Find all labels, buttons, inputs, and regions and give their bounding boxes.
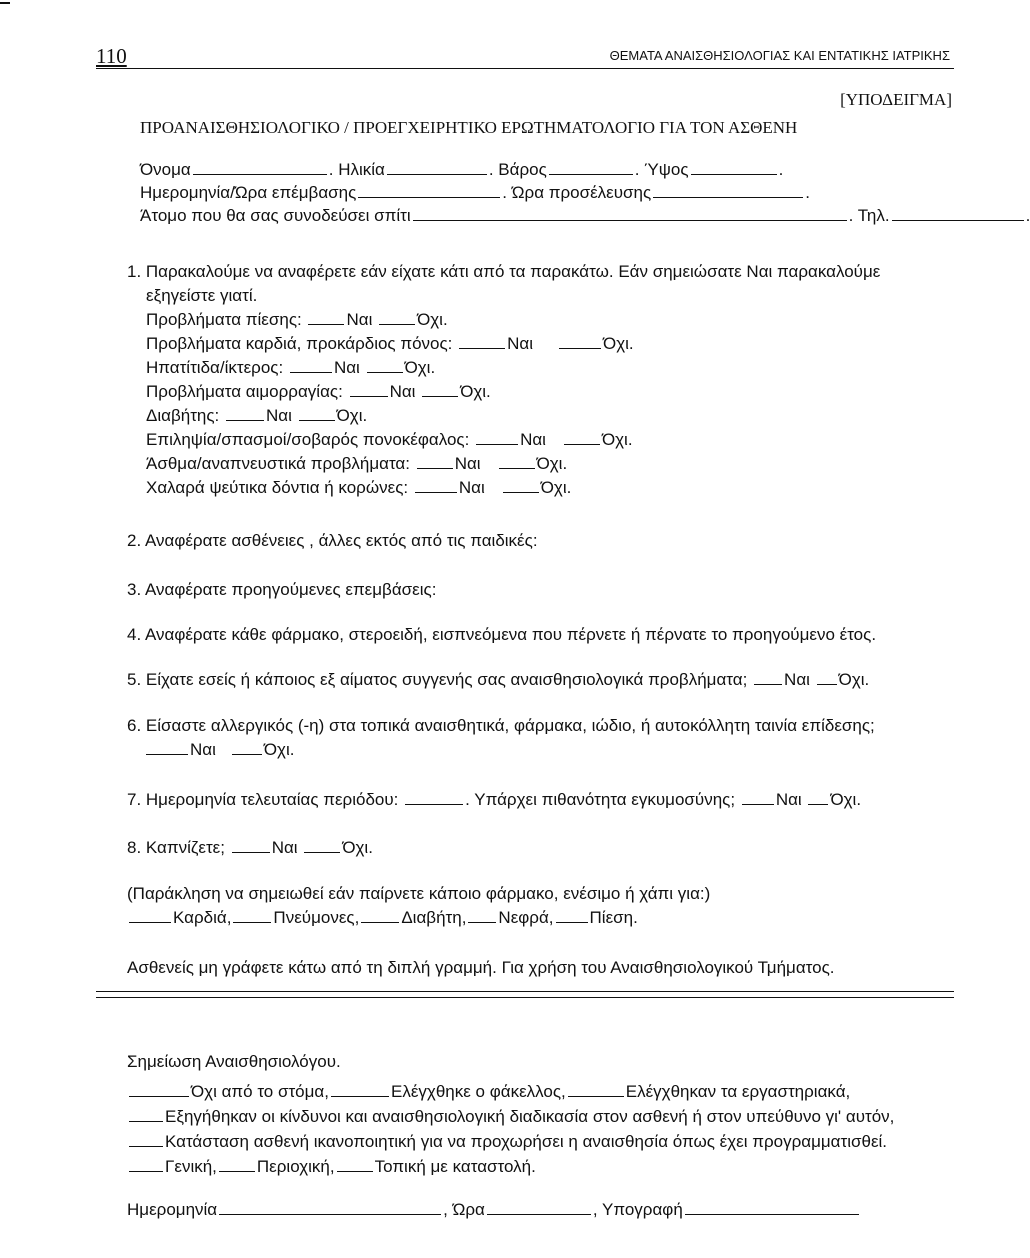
risks-label: Εξηγήθηκαν οι κίνδυνοι και αναισθησιολογική διαδικασία στον ασθενή ή στον υπεύθυνο γι' αυτόν, xyxy=(165,1107,895,1126)
anesth-line-3 xyxy=(127,1132,887,1152)
age-label: . Ηλικία xyxy=(328,160,385,179)
q1-text: 1. Παρακαλούμε να αναφέρετε εάν είχατε κάτι από τα παρακάτω. Εάν σημειώσατε Ναι παρακαλούμε xyxy=(127,262,881,281)
companion-blank[interactable] xyxy=(413,219,847,221)
kidney-label: Νεφρά, xyxy=(498,908,554,927)
no-label: Όχι. xyxy=(342,838,373,857)
arrival-time-label: . Ώρα προσέλευσης xyxy=(502,183,652,202)
regional-label: Περιοχική, xyxy=(256,1157,335,1176)
height-blank[interactable] xyxy=(691,173,777,175)
staff-notice: Ασθενείς μη γράφετε κάτω από τη διπλή γραμμή. Για χρήση του Αναισθησιολογικού Τμήματος. xyxy=(127,958,835,977)
q6-text: 6. Είσαστε αλλεργικός (-η) στα τοπικά αναισθητικά, φάρμακα, ιώδιο, ή αυτοκόλλητη ταινία επίδεσης; xyxy=(127,716,875,735)
yes-blank[interactable] xyxy=(350,395,388,397)
yes-blank[interactable] xyxy=(146,753,188,755)
q1-item xyxy=(146,478,571,498)
no-label: Όχι. xyxy=(838,670,870,689)
signature-blank[interactable] xyxy=(685,1213,859,1215)
q1-item xyxy=(146,430,633,450)
local-label: Τοπική με καταστολή. xyxy=(374,1157,536,1176)
heart-label: Καρδιά, xyxy=(173,908,232,927)
running-title: ΘΕΜΑΤΑ ΑΝΑΙΣΘΗΣΙΟΛΟΓΙΑΣ ΚΑΙ ΕΝΤΑΤΙΚΗΣ ΙΑΤΡΙΚΗΣ xyxy=(609,48,950,63)
lungs-blank[interactable] xyxy=(233,921,271,923)
q1-item xyxy=(146,310,448,330)
q1-item xyxy=(146,382,491,402)
q1-text-2: εξηγείστε γιατί. xyxy=(146,286,258,305)
no-blank[interactable] xyxy=(232,753,262,755)
no-blank[interactable] xyxy=(817,683,837,685)
kidney-blank[interactable] xyxy=(468,921,496,923)
yes-blank[interactable] xyxy=(742,803,774,805)
general-label: Γενική, xyxy=(165,1157,217,1176)
no-blank[interactable] xyxy=(304,851,340,853)
yes-label: Ναι xyxy=(520,430,546,449)
weight-label: . Βάρος xyxy=(488,160,547,179)
companion-label: Άτομο που θα σας συνοδεύσει σπίτι xyxy=(140,206,411,225)
no-blank[interactable] xyxy=(422,395,458,397)
no-blank[interactable] xyxy=(564,443,600,445)
q1-item xyxy=(146,406,367,426)
q1-item xyxy=(146,454,567,474)
q7-date-label: 7. Ημερομηνία τελευταίας περιόδου: xyxy=(127,790,399,809)
yes-blank[interactable] xyxy=(459,347,505,349)
anesth-heading: Σημείωση Αναισθησιολόγου. xyxy=(127,1052,341,1071)
anesth-line-2 xyxy=(127,1107,894,1127)
age-blank[interactable] xyxy=(387,173,487,175)
diabetes-label: Διαβήτη, xyxy=(401,908,467,927)
yes-label: Ναι xyxy=(266,406,292,425)
q5-text: 5. Είχατε εσείς ή κάποιος εξ αίματος συγγενής σας αναισθησιολογικά προβλήματα; xyxy=(127,670,748,689)
anesth-line-1 xyxy=(127,1082,850,1102)
info-period-2: . xyxy=(805,183,810,202)
no-label: Όχι. xyxy=(417,310,448,329)
q2-text: 2. Αναφέρατε ασθένειες , άλλες εκτός από τις παιδικές: xyxy=(127,531,538,550)
q1-item xyxy=(146,358,435,378)
info-line-3 xyxy=(140,206,1030,226)
name-blank[interactable] xyxy=(193,173,327,175)
yes-label: Ναι xyxy=(190,740,216,759)
npo-label: Όχι από το στόμα, xyxy=(191,1082,329,1101)
yes-label: Ναι xyxy=(507,334,534,353)
yes-label: Ναι xyxy=(271,838,298,857)
yes-blank[interactable] xyxy=(232,851,270,853)
page-header xyxy=(96,44,954,69)
no-label: Όχι. xyxy=(536,454,568,473)
no-label: Όχι. xyxy=(336,406,368,425)
pressure-blank[interactable] xyxy=(556,921,588,923)
q3-text: 3. Αναφέρατε προηγούμενες επεμβάσεις: xyxy=(127,580,437,599)
yes-label: Ναι xyxy=(389,382,416,401)
yes-label: Ναι xyxy=(458,478,485,497)
npo-blank[interactable] xyxy=(129,1095,189,1097)
no-label: Όχι. xyxy=(830,790,862,809)
no-blank[interactable] xyxy=(499,467,535,469)
yes-blank[interactable] xyxy=(308,323,344,325)
date-blank[interactable] xyxy=(219,1213,441,1215)
no-label: Όχι. xyxy=(603,334,634,353)
q8-line xyxy=(127,838,373,858)
info-line-1 xyxy=(140,160,783,180)
height-label: . Ύψος xyxy=(634,160,689,179)
info-line-2 xyxy=(140,183,810,203)
yes-label: Ναι xyxy=(784,670,810,689)
no-blank[interactable] xyxy=(808,803,828,805)
no-label: Όχι. xyxy=(263,740,295,759)
surgery-date-label: Ημερομηνία/Ώρα επέμβασης xyxy=(140,183,357,202)
risks-blank[interactable] xyxy=(129,1120,163,1122)
yes-label: Ναι xyxy=(454,454,481,473)
meds-line xyxy=(127,908,638,928)
q7-pregnancy-label: . Υπάρχει πιθανότητα εγκυμοσύνης; xyxy=(465,790,736,809)
no-label: Όχι. xyxy=(460,382,491,401)
q1-item-label: Διαβήτης: xyxy=(146,406,220,425)
yes-label: Ναι xyxy=(333,358,360,377)
no-label: Όχι. xyxy=(540,478,572,497)
info-period: . xyxy=(778,160,784,179)
labs-label: Ελέγχθηκαν τα εργαστηριακά, xyxy=(625,1082,851,1101)
form-title: ΠΡΟΑΝΑΙΣΘΗΣΙΟΛΟΓΙΚΟ / ΠΡΟΕΓΧΕΙΡΗΤΙΚΟ ΕΡΩΤΗΜΑΤΟΛΟΓΙΟ ΓΙΑ ΤΟΝ ΑΣΘΕΝΗ xyxy=(140,118,798,137)
local-blank[interactable] xyxy=(337,1170,373,1172)
general-blank[interactable] xyxy=(129,1170,163,1172)
heart-blank[interactable] xyxy=(129,921,171,923)
sample-tag: [ΥΠΟΔΕΙΓΜΑ] xyxy=(840,90,952,109)
arrival-time-blank[interactable] xyxy=(653,196,803,198)
name-label: Όνομα xyxy=(140,160,191,179)
diabetes-blank[interactable] xyxy=(361,921,399,923)
no-blank[interactable] xyxy=(503,491,539,493)
weight-blank[interactable] xyxy=(549,173,633,175)
pressure-label: Πίεση. xyxy=(589,908,638,927)
q1-item-label: Χαλαρά ψεύτικα δόντια ή κορώνες: xyxy=(146,478,409,497)
signature-line xyxy=(127,1200,861,1220)
q1-item-label: Προβλήματα πίεσης: xyxy=(146,310,302,329)
page-number: 110 xyxy=(96,44,127,68)
surgery-date-blank[interactable] xyxy=(358,196,500,198)
q6-answer xyxy=(144,740,294,760)
q1-item xyxy=(146,334,634,354)
yes-blank[interactable] xyxy=(415,491,457,493)
condition-label: Κατάσταση ασθενή ικανοποιητική για να προχωρήσει η αναισθησία όπως έχει προγραμματισθεί. xyxy=(165,1132,888,1151)
no-blank[interactable] xyxy=(367,371,403,373)
q1-item-label: Επιληψία/σπασμοί/σοβαρός πονοκέφαλος: xyxy=(146,430,470,449)
yes-blank[interactable] xyxy=(417,467,453,469)
meds-note: (Παράκληση να σημειωθεί εάν παίρνετε κάποιο φάρμακο, ενέσιμο ή χάπι για:) xyxy=(127,884,711,903)
no-blank[interactable] xyxy=(299,419,335,421)
no-blank[interactable] xyxy=(559,347,601,349)
yes-label: Ναι xyxy=(346,310,373,329)
date-label: Ημερομηνία xyxy=(127,1200,218,1219)
corner-mark xyxy=(0,2,10,4)
q8-text: 8. Καπνίζετε; xyxy=(127,838,225,857)
yes-blank[interactable] xyxy=(226,419,264,421)
no-label: Όχι. xyxy=(601,430,633,449)
q1-item-label: Ηπατίτιδα/ίκτερος: xyxy=(146,358,284,377)
info-period-3: . xyxy=(1025,206,1030,225)
condition-blank[interactable] xyxy=(129,1145,163,1147)
anesth-line-4 xyxy=(127,1157,536,1177)
labs-blank[interactable] xyxy=(568,1095,624,1097)
time-blank[interactable] xyxy=(487,1213,591,1215)
yes-blank[interactable] xyxy=(476,443,518,445)
file-blank[interactable] xyxy=(331,1095,389,1097)
no-label: Όχι. xyxy=(404,358,436,377)
yes-label: Ναι xyxy=(775,790,802,809)
double-line-bottom xyxy=(96,997,954,998)
lungs-label: Πνεύμονες, xyxy=(273,908,360,927)
q7-line xyxy=(127,790,861,810)
time-label: , Ώρα xyxy=(443,1200,485,1219)
double-line-top xyxy=(96,991,954,992)
phone-blank[interactable] xyxy=(892,219,1024,221)
no-blank[interactable] xyxy=(379,323,415,325)
yes-blank[interactable] xyxy=(290,371,332,373)
signature-label: , Υπογραφή xyxy=(592,1200,683,1219)
regional-blank[interactable] xyxy=(219,1170,255,1172)
period-date-blank[interactable] xyxy=(405,803,463,805)
phone-label: . Τηλ. xyxy=(848,206,890,225)
yes-blank[interactable] xyxy=(754,683,782,685)
q4-text: 4. Αναφέρατε κάθε φάρμακο, στεροειδή, εισπνεόμενα που πέρνετε ή πέρνατε το προηγούμενο έτος. xyxy=(127,625,877,644)
file-label: Ελέγχθηκε ο φάκελλος, xyxy=(390,1082,566,1101)
q1-item-label: Προβλήματα αιμορραγίας: xyxy=(146,382,343,401)
q1-item-label: Άσθμα/αναπνευστικά προβλήματα: xyxy=(146,454,410,473)
q1-item-label: Προβλήματα καρδιά, προκάρδιος πόνος: xyxy=(146,334,453,353)
q5-line xyxy=(127,670,869,690)
